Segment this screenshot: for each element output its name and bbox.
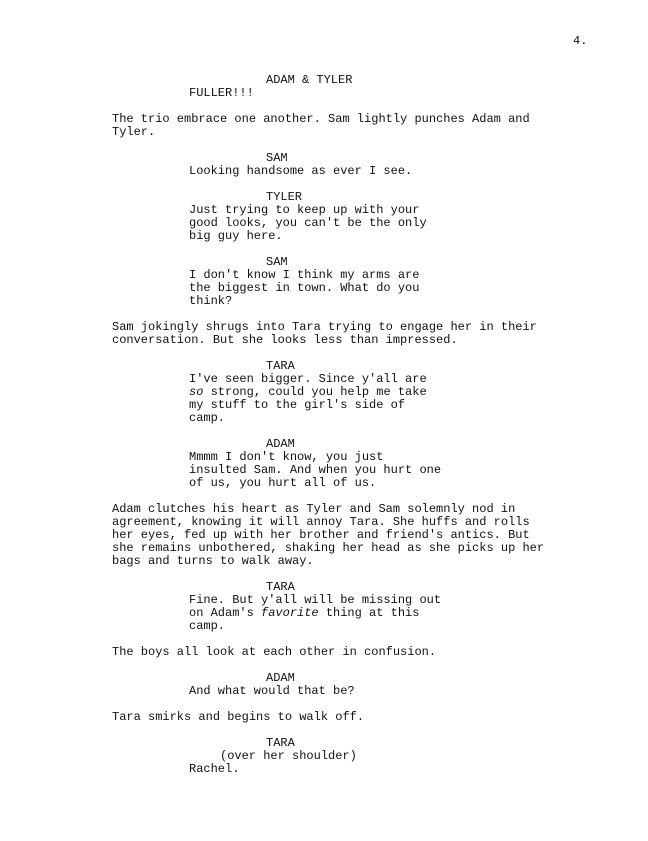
dialogue-line: Looking handsome as ever I see. [189,164,413,178]
character-name: ADAM [266,671,295,685]
dialogue-line: And what would that be? [189,684,355,698]
dialogue-text [112,685,572,698]
emphasis-text: favorite [261,606,319,620]
dialogue-text [112,269,572,308]
dialogue-block [112,438,572,490]
dialogue-line: good looks, you can't be the only [189,216,427,230]
dialogue-line [189,607,572,620]
dialogue-line: FULLER!!! [189,86,254,100]
dialogue-line: Mmmm I don't know, you just [189,450,384,464]
dialogue-line-rest: strong, could you help me take [210,385,427,399]
action-line: bags and turns to walk away. [112,554,314,568]
action-line: The boys all look at each other in confusion. [112,645,437,659]
action-block [112,321,572,347]
dialogue-text [112,165,572,178]
parenthetical: (over her shoulder) [220,749,357,763]
character-name: TARA [266,359,295,373]
dialogue-block [112,360,572,425]
dialogue-line: camp. [189,411,226,425]
action-block [112,646,572,659]
dialogue-line: big guy here. [189,229,283,243]
character-name: TARA [266,736,295,750]
character-name: TARA [266,580,295,594]
dialogue-block [112,191,572,243]
dialogue-block [112,256,572,308]
dialogue-line-start: on Adam's [189,606,254,620]
character-name: TYLER [266,190,303,204]
dialogue-text [112,204,572,243]
dialogue-block [112,737,572,776]
character-name: ADAM [266,437,295,451]
action-block [112,113,572,139]
character-name: ADAM & TYLER [266,73,353,87]
action-block [112,711,572,724]
page-number: 4. [573,34,588,48]
action-line: her eyes, fed up with her brother and friend's antics. But [112,528,530,542]
action-line: Adam clutches his heart as Tyler and Sam solemnly nod in [112,502,516,516]
dialogue-line: of us, you hurt all of us. [189,476,377,490]
dialogue-text [112,594,572,633]
dialogue-line: Just trying to keep up with your [189,203,420,217]
action-line: agreement, knowing it will annoy Tara. She huffs and rolls [112,515,530,529]
action-block [112,503,572,568]
dialogue-line: insulted Sam. And when you hurt one [189,463,442,477]
dialogue-line: Rachel. [189,762,240,776]
dialogue-text [112,87,572,100]
action-line: Tyler. [112,125,156,139]
dialogue-block [112,672,572,698]
dialogue-line: the biggest in town. What do you [189,281,420,295]
dialogue-line: think? [189,294,233,308]
action-line: conversation. But she looks less than impressed. [112,333,458,347]
dialogue-line-rest: thing at this [325,606,420,620]
dialogue-text [112,763,572,776]
action-line: she remains unbothered, shaking her head as she picks up her [112,541,545,555]
action-line: The trio embrace one another. Sam lightly punches Adam and [112,112,530,126]
dialogue-block [112,74,572,100]
script-content [112,74,572,789]
dialogue-block [112,581,572,633]
dialogue-block [112,152,572,178]
emphasis-text: so [189,385,204,399]
dialogue-text [112,373,572,425]
dialogue-line: my stuff to the girl's side of [189,398,406,412]
dialogue-text [112,451,572,490]
dialogue-line: I've seen bigger. Since y'all are [189,372,427,386]
dialogue-line: I don't know I think my arms are [189,268,420,282]
action-line: Tara smirks and begins to walk off. [112,710,365,724]
action-line: Sam jokingly shrugs into Tara trying to engage her in their [112,320,537,334]
character-name: SAM [266,151,288,165]
dialogue-line: camp. [189,619,226,633]
dialogue-line: Fine. But y'all will be missing out [189,593,442,607]
character-name: SAM [266,255,288,269]
